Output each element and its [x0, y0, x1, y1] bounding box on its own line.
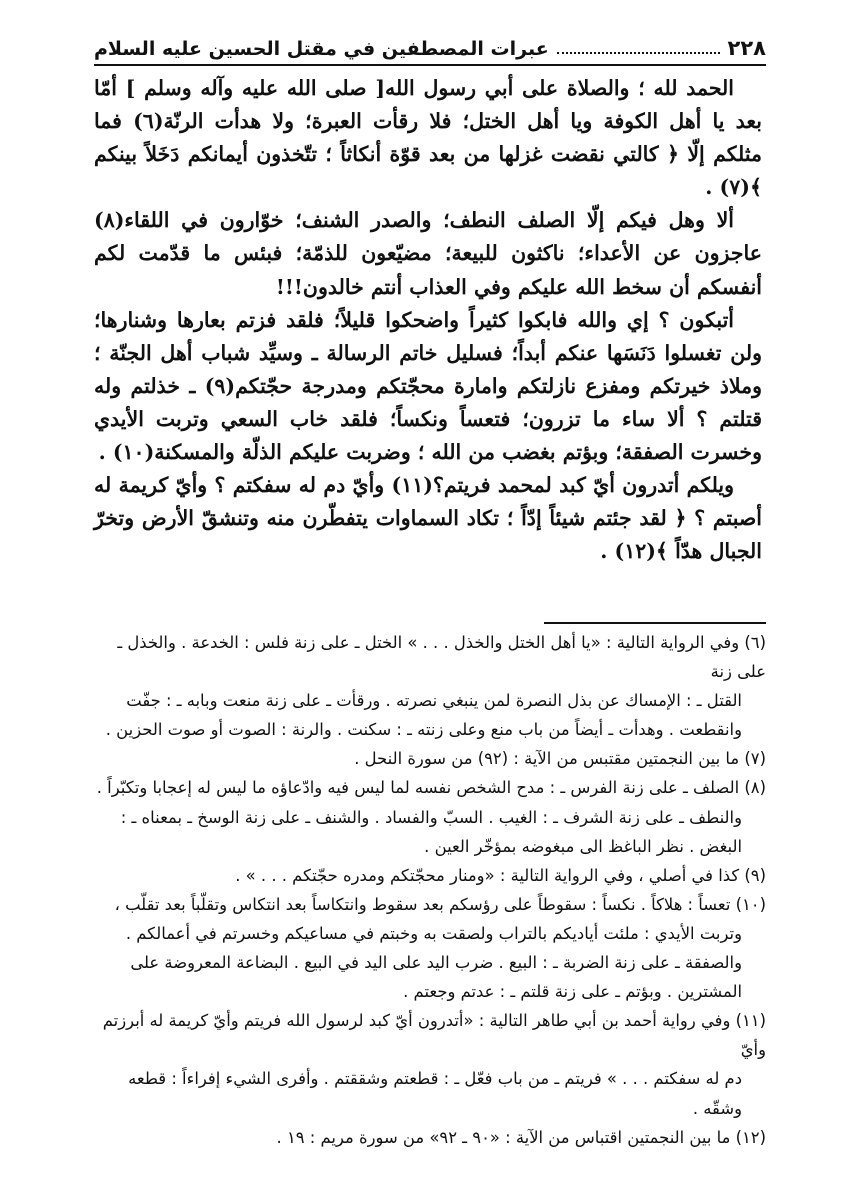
footnote-line: (١٠) تعساً : هلاكاً . نكساً : سقوطاً على رؤسكم بعد سقوط وانتكاساً بعد انتكاس وتقلّباً بعد تقلّب ، [114, 894, 766, 914]
footnote-line: (٨) الصلف ـ على زنة الفرس ـ : مدح الشخص نفسه لما ليس فيه وادّعاؤه ما ليس له إعجابا وتكبّراً . [96, 778, 766, 798]
header-dot-leader [557, 52, 720, 54]
footnotes [92, 628, 766, 1152]
footnote-line: (١١) وفي رواية أحمد بن أبي طاهر التالية : «أتدرون أيّ كبد لرسول الله فريتم وأيّ كريمة له أبرزتم وأيّ [102, 1011, 766, 1060]
footnote-line: (٦) وفي الرواية التالية : «يا أهل الختل والخذل . . . » الختل ـ على زنة فلس : الخدعة . والخذل ـ على زنة [117, 633, 766, 682]
running-title: عبرات المصطفين في مقتل الحسين عليه السلام [94, 38, 549, 60]
footnote-line: البغض . نظر الباغظ الى مبغوضه بمؤخّر العين . [424, 836, 742, 856]
paragraph: الحمد لله ؛ والصلاة على أبي رسول الله[ صلى الله عليه وآله وسلم ] أمّا بعد يا أهل الكوفة ويا أهل الختل؛ فلا رقأت العبرة؛ ولا هدأت الرنّة(٦) فما مثلكم إلّا ﴿ كالتي نقضت غزلها من بعد قوّة أنكاثاً ؛ تتّخذون أيمانكم دَخَلاً بينكم ﴾(٧) . [94, 76, 763, 200]
footnote-line: دم له سفكتم . . . » فريتم ـ من باب فعّل ـ : قطعتم وشققتم . وأفرى الشيء إفراءاً : قطعه وشقّه . [128, 1069, 742, 1118]
paragraph: ألا وهل فيكم إلّا الصلف النطف؛ والصدر الشنف؛ خوّارون في اللقاء(٨) عاجزون عن الأعداء؛ ناكثون للبيعة؛ مضيّعون للذمّة؛ فبئس ما قدّمت لكم أنفسكم أن سخط الله عليكم وفي العذاب أنتم خالدون!!! [94, 208, 762, 299]
footnote-line: القتل ـ : الإمساك عن بذل النصرة لمن ينبغي نصرته . ورقأت ـ على زنة منعت وبابه ـ : جفّت [126, 691, 742, 711]
paragraph: أتبكون ؟ إي والله فابكوا كثيراً واضحكوا قليلاً؛ فلقد فزتم بعارها وشنارها؛ ولن تغسلوا دَنَسَها عنكم أبداً؛ فسليل خاتم الرسالة ـ وسيِّد شباب أهل الجنّة ؛ وملاذ خيرتكم ومفزع نازلتكم وامارة محجّتكم ومدرجة حجّتكم(٩) ـ خذلتم وله قتلتم ؟ ألا ساء ما تزرون؛ فتعساً ونكساً؛ فلقد خاب السعي وتربت الأيدي وخسرت الصفقة؛ وبؤتم بغضب من الله ؛ وضربت عليكم الذلّة والمسكنة(١٠) . [94, 307, 762, 465]
paragraph: ويلكم أتدرون أيّ كبد لمحمد فريتم؟(١١) وأيّ دم له سفكتم ؟ وأيّ كريمة له أصبتم ؟ ﴿ لقد جئتم شيئاً إدّاً ؛ تكاد السماوات يتفطّرن منه وتنشقّ الأرض وتخرّ الجبال هدّاً ﴾(١٢) . [94, 473, 762, 564]
footnote-line: وتربت الأيدي : ملئت أياديكم بالتراب ولصقت به وخبتم في مساعيكم وخسرتم في أعمالكم . [125, 923, 742, 943]
footnote-line: وانقطعت . وهدأت ـ أيضاً من باب منع وعلى زنته ـ : سكنت . والرنة : الصوت أو صوت الحزين . [105, 720, 742, 740]
main-text [94, 72, 762, 568]
footnote-line: (٩) كذا في أصلي ، وفي الرواية التالية : «ومنار محجّتكم ومدره حجّتكم . . . » . [235, 865, 766, 885]
footnote-line: والنطف ـ على زنة الشرف ـ : الغيب . السبّ والفساد . والشنف ـ على زنة الوسخ ـ بمعناه ـ : [120, 807, 742, 827]
footnote-line: المشترين . وبؤتم ـ على زنة قلتم ـ : عدتم وجعتم . [403, 982, 742, 1002]
page-number: ٢٢٨ [727, 36, 766, 60]
footnote-line: (٧) ما بين النجمتين مقتبس من الآية : (٩٢) من سورة النحل . [354, 749, 766, 769]
footnote-line: والصفقة ـ على زنة الضربة ـ : البيع . ضرب اليد على اليد في البيع . البضاعة المعروضة على [130, 953, 742, 973]
page-header [94, 30, 766, 66]
footnote-line: (١٢) ما بين النجمتين اقتباس من الآية : «٩٠ ـ ٩٢» من سورة مريم : ١٩ . [276, 1127, 766, 1147]
footnote-separator [544, 622, 766, 624]
